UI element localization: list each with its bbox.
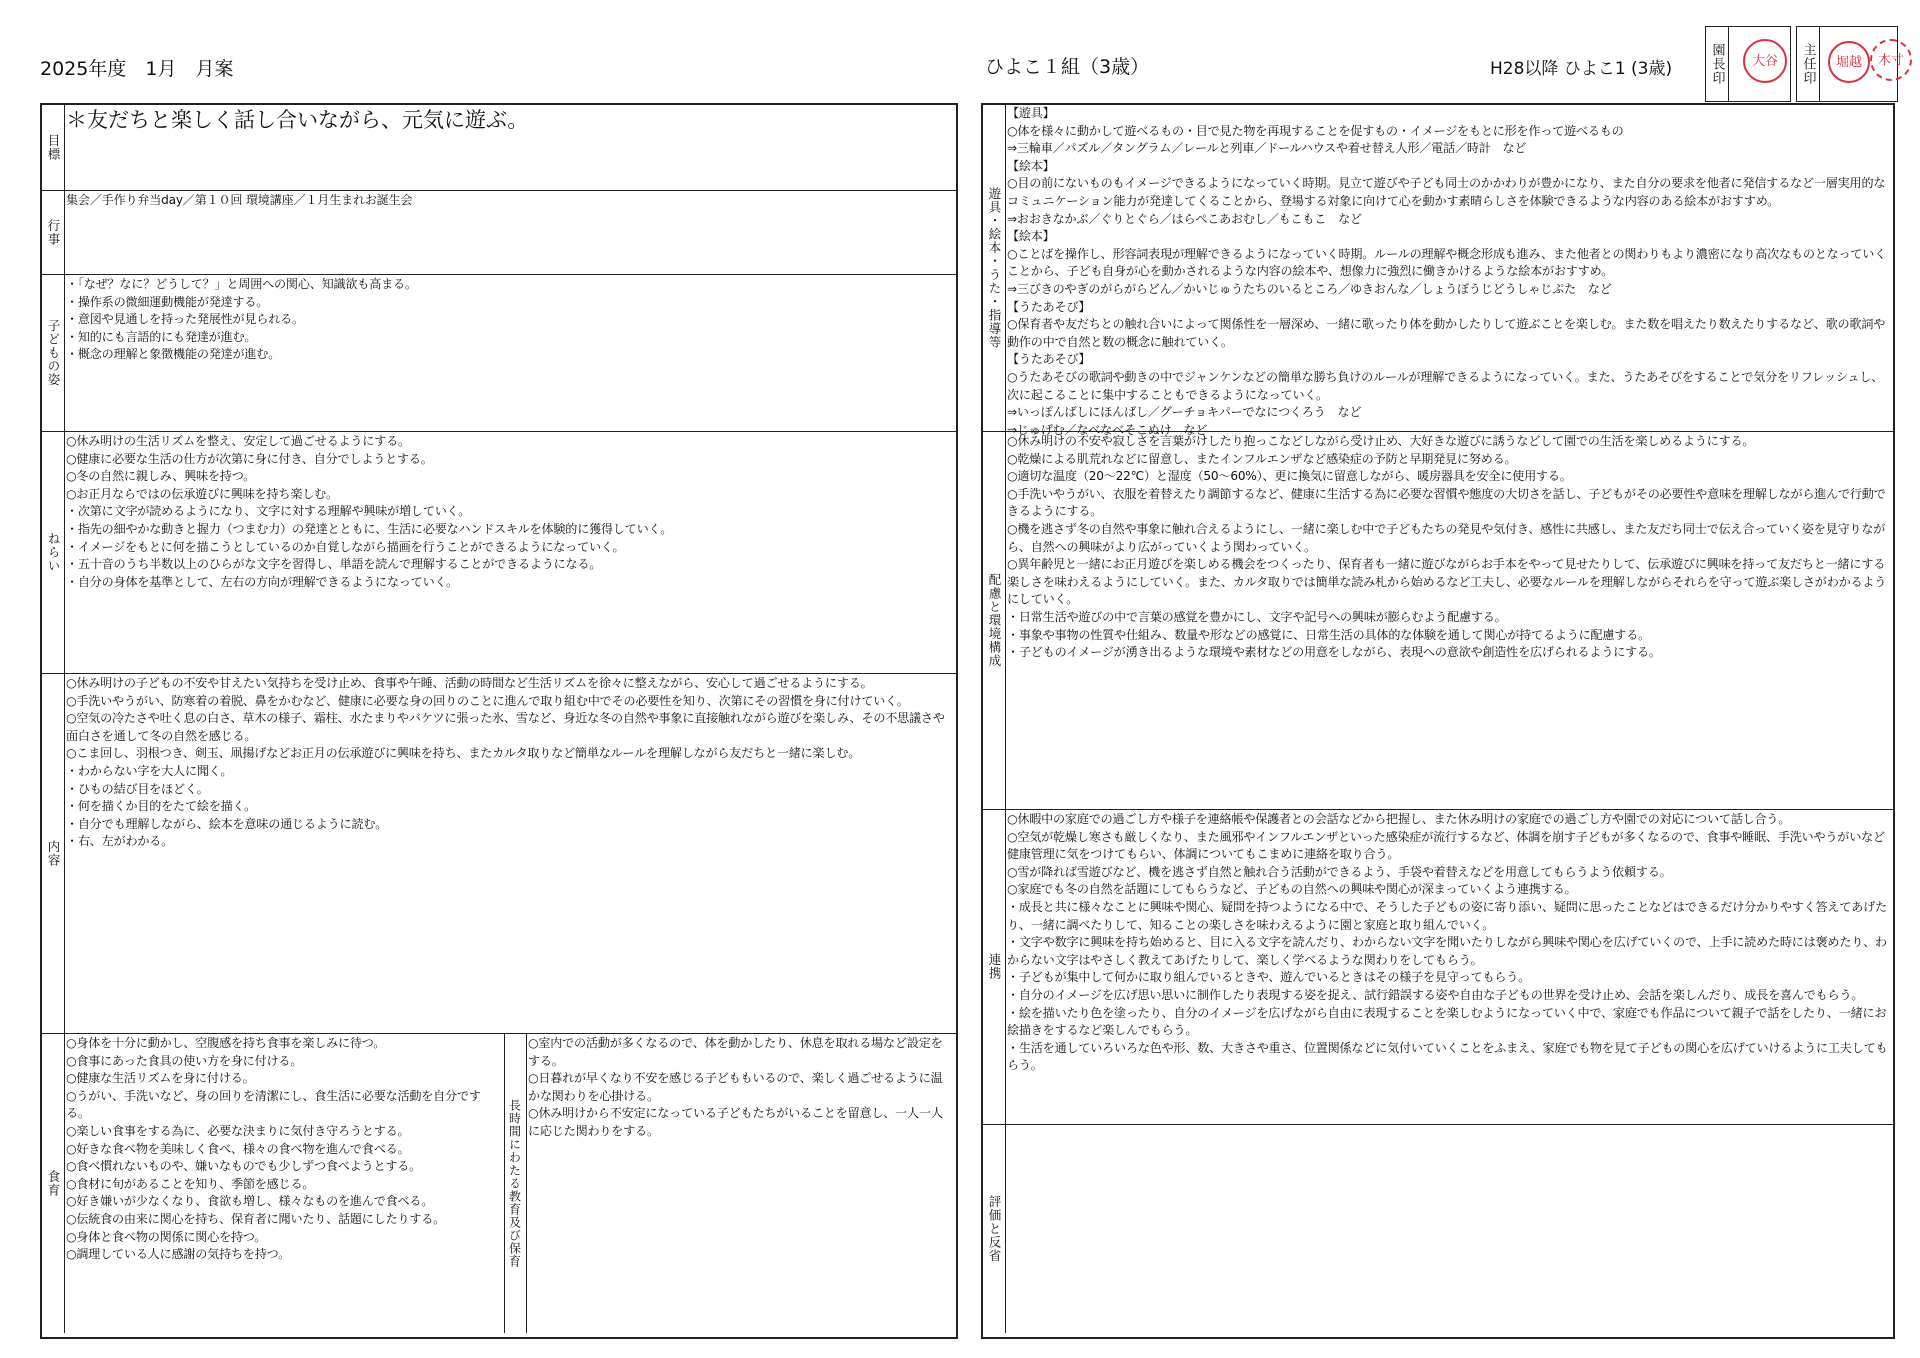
right-panel [981, 103, 1895, 1339]
list-item: ○休み明けの子どもの不安や甘えたい気持ちを受け止め、食事や午睡、活動の時間など生活リズムを徐々に整えながら、安心して過ごせるようにする。 [66, 676, 873, 690]
longhours-section [504, 1033, 956, 1333]
events-label: 行事 [42, 190, 65, 274]
list-item: ○機を逃さず冬の自然や事象に触れ合えるようにし、一緒に楽しむ中で子どもたちの発見や気付き、感性に共感し、また友だち同士で伝え合っていく姿を見守りながら、自然への興味がより広がっていくよう関わっていく。 [1007, 521, 1886, 554]
aims-row [42, 431, 956, 674]
principal-stamp-box [1705, 26, 1791, 102]
document-title: 2025年度 1月 月案 [40, 58, 234, 80]
list-item: 【うたあそび】 [1007, 299, 1091, 314]
list-item: ・子どものイメージが湧き出るような環境や素材などの用意をしながら、表現への意欲や創造性を広げられるようにする。 [1007, 645, 1661, 660]
play-text [1007, 105, 1891, 437]
list-item: ○冬の自然に親しみ、興味を持つ。 [66, 469, 256, 484]
list-item: ○体を様々に動かして遊べるもの・目で見た物を再現することを促すもの・イメージをもとに形を作って遊べるもの [1007, 123, 1624, 138]
list-item: ⇒じゅげむ／なべなべそこぬけ など [1007, 422, 1208, 437]
list-item: ・子どもが集中して何かに取り組んでいるときや、遊んでいるときはその様子を見守ってもらう。 [1007, 970, 1531, 985]
env-row [983, 431, 1893, 810]
list-item: ○空気の冷たさや吐く息の白さ、草木の様子、霜柱、水たまりやバケツに張った氷、雪など、身近な冬の自然や事象に直接触れながら遊びを楽しみ、その不思議さや面白さを通して冬の自然を感じる。 [66, 711, 945, 743]
longhours-label: 長時間にわたる教育及び保育 [504, 1033, 527, 1333]
list-item: ・次第に文字が読めるようになり、文字に対する理解や興味が増していく。 [66, 504, 471, 519]
events-row [42, 190, 956, 275]
list-item: ○室内での活動が多くなるので、体を動かしたり、休息を取れる場など設定をする。 [528, 1036, 943, 1068]
list-item: ○目の前にないものもイメージできるようになっていく時期。見立て遊びや子ども同士のかかわりが豊かになり、また自分の要求を他者に発信するなど一層実用的なコミュニケーション能力が発達してくることから、登場する対象に向けて心を動かす素晴らしさを体験できるような内容のある絵本がおすすめ。 [1007, 176, 1886, 208]
eval-label: 評価と反省 [983, 1124, 1006, 1333]
list-item: ○雪が降れば雪遊びなど、機を逃さず自然と触れ合う活動ができるよう、手袋や着替えなどを用意してもらうよう依頼する。 [1007, 864, 1672, 879]
list-item: ○適切な温度（20～22℃）と湿度（50～60%）、更に換気に留意しながら、暖房器具を安全に使用する。 [1007, 469, 1572, 484]
longhours-text [528, 1035, 954, 1331]
list-item: ○食材に旬があることを知り、季節を感じる。 [66, 1176, 315, 1191]
contents-label: 内容 [42, 673, 65, 1033]
list-item: ○空気が乾燥し寒さも厳しくなり、また風邪やインフルエンザといった感染症が流行するなど、体調を崩す子どもが多くなるので、食事や睡眠、手洗いやうがいなど健康管理に気をつけてもらい、体調についてもこまめに連絡を取り合う。 [1007, 829, 1885, 862]
eval-text [1007, 1126, 1891, 1331]
child-text [66, 276, 954, 429]
aims-text [66, 433, 954, 671]
class-name: ひよこ１組（3歳） [985, 56, 1150, 78]
list-item: ・生活を通していろいろな色や形、数、大きさや重さ、位置関係などに気付いていくことをふまえ、家庭でも物を見て子どもの関心を広げていけるように工夫してもらう。 [1007, 1040, 1888, 1073]
list-item: ・「なぜ？なに？どうして？」と周囲への関心、知識欲も高まる。 [66, 277, 417, 291]
list-item: ・自分の身体を基準として、左右の方向が理解できるようになっていく。 [66, 574, 459, 589]
list-item: ・イメージをもとに何を描こうとしているのか自覚しながら描画を行うことができるようになっていく。 [66, 539, 625, 554]
list-item: ○身体と食べ物の関係に関心を持つ。 [66, 1229, 267, 1244]
list-item: ○ことばを操作し、形容詞表現が理解できるようになっていく時期。ルールの理解や概念形成も進み、また他者との関わりもより濃密になり高次なものとなっていくことから、子ども自身が心を動かされるような内容の絵本や、想像力に強烈に働きかけるような絵本がおすすめ。 [1007, 246, 1887, 279]
list-item: ○休暇中の家庭での過ごし方や様子を連絡帳や保護者との会話などから把握し、また休み明けの家庭での過ごし方や園での対応について話し合う。 [1007, 812, 1791, 826]
list-item: ・概念の理解と象徴機能の発達が進む。 [66, 347, 281, 362]
list-item: ○好きな食べ物を美味しく食べ、様々の食べ物を進んで食べる。 [66, 1141, 410, 1156]
list-item: ・文字や数字に興味を持ち始めると、目に入る文字を読んだり、わからない文字を聞いたりしながら興味や関心を広げていくので、上手に読めた時には褒めたり、わからない文字はやさしく教えてあげたりして、楽しく学べるような関わりをしてもらう。 [1007, 935, 1887, 967]
left-panel [40, 103, 958, 1339]
list-item: ・自分のイメージを広げ思い思いに制作したり表現する姿を捉え、試行錯誤する姿や自由な子どもの世界を受け止め、会話を楽しんだり、成長を喜んでもらう。 [1007, 987, 1864, 1002]
eval-row [983, 1124, 1893, 1333]
list-item: ⇒三びきのやぎのがらがらどん／かいじゅうたちのいるところ／ゆきおんな／しょうぼうじどうしゃじぷた など [1007, 281, 1612, 296]
goal-row [42, 105, 956, 191]
list-item: ○日暮れが早くなり不安を感じる子どももいるので、楽しく過ごせるように温かな関わりを心掛ける。 [528, 1071, 943, 1103]
coop-label: 連携 [983, 809, 1006, 1124]
template-name: H28以降 ひよこ1 (3歳) [1490, 59, 1673, 79]
supervisor-stamp-box [1796, 26, 1904, 102]
list-item: ○食べ慣れないものや、嫌いなものでも少しずつ食べようとする。 [66, 1159, 422, 1174]
list-item: ・絵を描いたり色を塗ったり、自分のイメージを広げながら自由に表現することを楽しむようになっていく中で、家庭でも作品について親子で話をしたり、一緒にお絵描きをするなど楽しんでもらう。 [1007, 1005, 1887, 1038]
list-item: ○乾燥による肌荒れなどに留意し、またインフルエンザなど感染症の予防と早期発見に努める。 [1007, 451, 1517, 466]
list-item: ・自分でも理解しながら、絵本を意味の通じるように読む。 [66, 816, 388, 831]
list-item: ・操作系の微細運動機能が発達する。 [66, 294, 269, 309]
list-item: ○こま回し、羽根つき、剣玉、凧揚げなどお正月の伝承遊びに興味を持ち、またカルタ取りなど簡単なルールを理解しながら友だちと一緒に楽しむ。 [66, 746, 861, 761]
list-item: ・何を描くか目的をたて絵を描く。 [66, 799, 257, 814]
list-item: ⇒いっぽんばしにほんばし／グーチョキパーでなにつくろう など [1007, 405, 1362, 420]
list-item: ・成長と共に様々なことに興味や関心、疑問を持つようになる中で、そうした子どもの姿に寄り添い、疑問に思ったことなどはできるだけ分かりやすく答えてあげたり、一緒に調べたりして、知ることの楽しさを味わえるように園と家庭と取り組んでいく。 [1007, 899, 1887, 932]
list-item: ○うたあそびの歌詞や動きの中でジャンケンなどの簡単な勝ち負けのルールが理解できるようになっていく。また、うたあそびをすることで気分をリフレッシュし、次に起こることに集中することもできるようになっていく。 [1007, 369, 1884, 402]
list-item: ○健康に必要な生活の仕方が次第に身に付き、自分でしようとする。 [66, 451, 433, 466]
coop-row [983, 809, 1893, 1125]
list-item: ○調理している人に感謝の気持ちを持つ。 [66, 1247, 290, 1262]
play-label: 遊具・絵本・うた・指導等 [983, 105, 1006, 431]
supervisor-seal-2: 木寸 [1870, 39, 1912, 81]
list-item: ・五十音のうち半数以上のひらがな文字を習得し、単語を読んで理解することができるようになる。 [66, 557, 602, 572]
list-item: ・知的にも言語的にも発達が進む。 [66, 329, 257, 344]
child-row [42, 274, 956, 432]
list-item: ○手洗いやうがい、衣服を着替えたり調節するなど、健康に生活する為に必要な習慣や態度の大切さを話し、子どもがその必要性や意味を理解しながら進んで行動できるようにする。 [1007, 486, 1886, 519]
list-item: 【絵本】 [1007, 229, 1055, 244]
principal-seal: 大谷 [1743, 39, 1787, 83]
list-item: ○保育者や友だちとの触れ合いによって関係性を一層深め、一緒に歌ったり体を動かしたりして遊ぶことを楽しむ。また数を唱えたり数えたりするなど、歌の歌詞や動作の中で自然と数の概念に触れていく。 [1007, 317, 1886, 349]
list-item: ○お正月ならではの伝承遊びに興味を持ち楽しむ。 [66, 486, 338, 501]
supervisor-seal: 堀越 [1828, 41, 1870, 83]
list-item: 【遊具】 [1007, 106, 1055, 120]
list-item: ○身体を十分に動かし、空腹感を持ち食事を楽しみに待つ。 [66, 1036, 386, 1050]
list-item: ○家庭でも冬の自然を話題にしてもらうなど、子どもの自然への興味や関心が深まっていくよう連携する。 [1007, 882, 1577, 897]
list-item: ○うがい、手洗いなど、身の回りを清潔にし、食生活に必要な活動を自分でする。 [66, 1088, 481, 1121]
list-item: ・指先の細やかな動きと握力（つまむ力）の発達とともに、生活に必要なハンドスキルを体験的に獲得していく。 [66, 521, 673, 536]
list-item: ・日常生活や遊びの中で言葉の感覚を豊かにし、文字や記号への興味が膨らむよう配慮する。 [1007, 609, 1507, 624]
food-section [42, 1033, 505, 1333]
food-longhours-row [42, 1033, 956, 1333]
list-item: ○楽しい食事をする為に、必要な決まりに気付き守ろうとする。 [66, 1123, 410, 1138]
list-item: ○好き嫌いが少なくなり、食欲も増し、様々なものを進んで食べる。 [66, 1194, 434, 1209]
goal-text: ＊友だちと楽しく話し合いながら、元気に遊ぶ。 [66, 108, 529, 132]
list-item: ○健康な生活リズムを身に付ける。 [66, 1071, 255, 1086]
contents-row [42, 673, 956, 1034]
list-item: ○休み明けの生活リズムを整え、安定して過ごせるようにする。 [66, 434, 410, 448]
list-item: ○休み明けから不安定になっている子どもたちがいることを留意し、一人一人に応じた関わりをする。 [528, 1106, 943, 1138]
list-item: ○食事にあった食具の使い方を身に付ける。 [66, 1053, 303, 1068]
env-label: 配慮と環境構成 [983, 431, 1006, 809]
list-item: ○手洗いやうがい、防寒着の着脱、鼻をかむなど、健康に必要な身の回りのことに進んで取り組む中でその必要性を知り、次第にその習慣を身に付けていく。 [66, 693, 909, 708]
play-row [983, 105, 1893, 437]
contents-text [66, 675, 954, 1031]
food-label: 食育 [42, 1033, 65, 1333]
events-text: 集会／手作り弁当day／第１０回 環境講座／１月生まれお誕生会 [66, 193, 413, 207]
list-item: ○休み明けの不安や寂しさを言葉がけしたり抱っこなどしながら受け止め、大好きな遊びに誘うなどして園での生活を楽しめるようにする。 [1007, 434, 1755, 448]
list-item: ○伝統食の由来に関心を持ち、保育者に聞いたり、話題にしたりする。 [66, 1211, 446, 1226]
list-item: ・事象や事物の性質や仕組み、数量や形などの感覚に、日常生活の具体的な体験を通して関心が持てるように配慮する。 [1007, 627, 1650, 642]
food-text [66, 1035, 500, 1331]
list-item: ・意図や見通しを持った発展性が見られる。 [66, 312, 304, 327]
supervisor-stamp-label: 主任印 [1797, 27, 1820, 101]
aims-label: ねらい [42, 431, 65, 673]
list-item: ・ひもの結び目をほどく。 [66, 781, 209, 796]
principal-stamp-label: 園長印 [1706, 27, 1729, 101]
list-item: ○異年齢児と一緒にお正月遊びを楽しめる機会をつくったり、保育者も一緒に遊びながらお手本をやって見せたりして、伝承遊びに興味を持って友だちと一緒にする楽しさを味わえるようにしていく。また、カルタ取りでは簡単な読み札から始めるなど工夫し、必要なルールを理解しながらそれらを守って遊ぶ楽しさがわかるようにしていく。 [1007, 557, 1887, 607]
list-item: 【絵本】 [1007, 158, 1055, 173]
list-item: ・右、左がわかる。 [66, 834, 174, 849]
list-item: ⇒おおきなかぶ／ぐりとぐら／はらぺこあおむし／もこもこ など [1007, 211, 1362, 226]
coop-text [1007, 811, 1891, 1122]
env-text [1007, 433, 1891, 807]
goal-label: 目標 [42, 105, 65, 190]
list-item: ⇒三輪車／パズル／タングラム／レールと列車／ドールハウスや着せ替え人形／電話／時計 など [1007, 141, 1527, 156]
child-label: 子どもの姿 [42, 274, 65, 431]
list-item: ・わからない字を大人に聞く。 [66, 763, 233, 778]
list-item: 【うたあそび】 [1007, 352, 1091, 367]
